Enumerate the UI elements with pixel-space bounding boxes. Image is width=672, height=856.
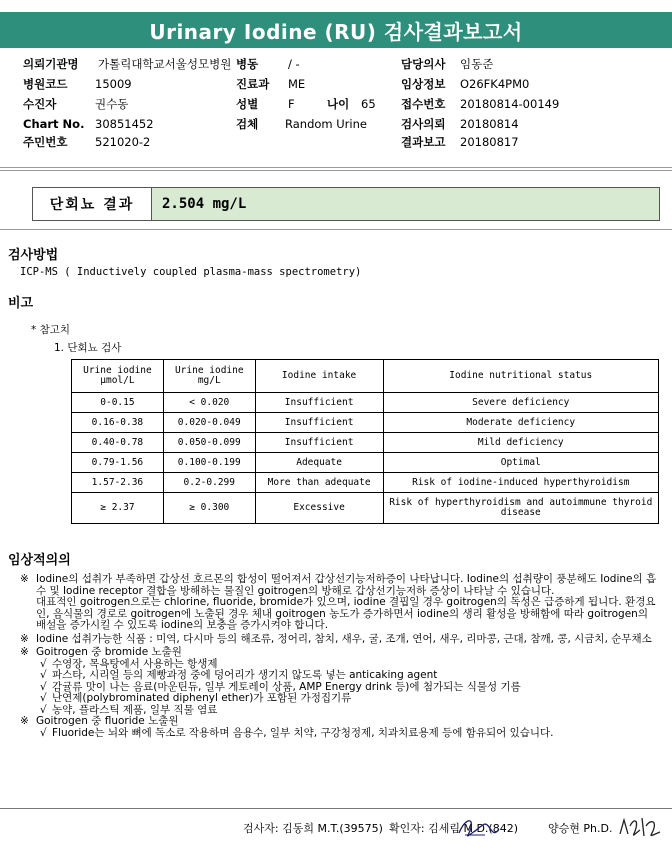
table-cell: Risk of iodine-induced hyperthyroidism <box>383 473 658 493</box>
list-item-text: 감귤류 맛이 나는 음료(마운틴듀, 일부 게토레이 상품, AMP Energy drink 등)에 첨가되는 식물성 기름 <box>52 680 521 693</box>
report-date-value: 20180817 <box>460 135 519 149</box>
department-label: 진료과 <box>236 77 270 91</box>
specimen-label: 검체 <box>236 117 259 131</box>
table-cell: Adequate <box>255 453 383 473</box>
table-cell: 0.050-0.099 <box>163 433 255 453</box>
table-cell: 0.020-0.049 <box>163 413 255 433</box>
reference-mark-icon: ※ <box>20 715 29 727</box>
note-paragraph <box>20 597 660 632</box>
note-text: Goitrogen 중 bromide 노출원 <box>36 646 182 658</box>
note-text: 대표적인 goitrogen으로는 chlorine, fluoride, bromide가 있으며, iodine 결핍일 경우 goitrogen의 독성은 급증하게 됩니다. 환경요인, 음식물의 경로로 goitrogen에 노출된 경우 체내 goitrogen 농도가 증가하면서 iodine의 생리 활성을 방해함에 따라 goitrogen의 배설을 증가시킬 수 있도록 iodine의 보충을 증가시켜야 합니다. <box>36 596 656 631</box>
specimen-value: Random Urine <box>285 117 367 131</box>
table-row <box>72 413 659 433</box>
table-row <box>72 473 659 493</box>
request-date-value: 20180814 <box>460 117 519 131</box>
divider <box>0 167 672 168</box>
table-cell: 0.100-0.199 <box>163 453 255 473</box>
table-cell: Excessive <box>255 493 383 524</box>
clinical-info-value: O26FK4PM0 <box>460 77 530 91</box>
divider <box>0 170 672 171</box>
table-row <box>72 433 659 453</box>
table-cell: Optimal <box>383 453 658 473</box>
table-row <box>72 453 659 473</box>
table-cell: Insufficient <box>255 413 383 433</box>
check-icon: √ <box>40 680 47 693</box>
requesting-org-label: 의뢰기관명 <box>23 57 79 71</box>
reference-subheading: 1. 단회뇨 검사 <box>54 342 122 354</box>
patient-label: 수진자 <box>23 97 57 111</box>
resident-no-label: 주민번호 <box>23 135 68 149</box>
remarks-title: 비고 <box>8 296 34 311</box>
list-item-text: 파스타, 시리얼 등의 제빵과정 중에 덩어리가 생기지 않도록 넣는 anticaking agent <box>52 669 438 681</box>
check-icon: √ <box>40 703 47 716</box>
hospital-code-value: 15009 <box>95 77 132 91</box>
ward-value: / - <box>288 57 300 71</box>
method-text: ICP-MS ( Inductively coupled plasma-mass spectrometry) <box>20 266 362 278</box>
receipt-no-label: 접수번호 <box>401 97 446 111</box>
table-cell: < 0.020 <box>163 393 255 413</box>
clinical-info-label: 임상정보 <box>401 77 446 91</box>
director-signature-icon <box>616 812 664 842</box>
check-icon: √ <box>40 657 47 670</box>
header-cell: Iodine intake <box>255 360 383 393</box>
table-cell: Insufficient <box>255 433 383 453</box>
receipt-no-value: 20180814-00149 <box>460 97 560 111</box>
reference-mark-icon: ※ <box>20 646 29 658</box>
reference-table <box>71 359 659 524</box>
sex-label: 성별 <box>236 97 259 111</box>
clinical-title: 임상적의의 <box>8 553 71 568</box>
chart-no-label: Chart No. <box>23 117 85 131</box>
divider <box>0 808 672 809</box>
list-item-text: 농약, 플라스틱 제품, 일부 직물 염료 <box>52 703 218 716</box>
divider <box>0 229 672 230</box>
check-icon: √ <box>40 692 47 704</box>
age-label: 나이 <box>327 97 350 111</box>
confirmer-signature-icon <box>455 815 501 841</box>
table-row <box>72 493 659 524</box>
reference-heading: * 참고치 <box>31 324 71 336</box>
table-cell: 0.16-0.38 <box>72 413 164 433</box>
attending-doctor-value: 임동준 <box>460 57 494 71</box>
table-cell: 0.2-0.299 <box>163 473 255 493</box>
report-date-label: 결과보고 <box>401 135 446 149</box>
result-value: 2.504 mg/L <box>152 188 659 220</box>
table-row <box>72 393 659 413</box>
table-cell: More than adequate <box>255 473 383 493</box>
reference-mark-icon: ※ <box>20 632 29 645</box>
header-cell: Iodine nutritional status <box>383 360 658 393</box>
table-cell: 0-0.15 <box>72 393 164 413</box>
table-cell: ≥ 2.37 <box>72 493 164 524</box>
clinical-notes <box>20 574 660 739</box>
list-item-text: Fluoride는 뇌와 뼈에 독소로 작용하며 음용수, 일부 치약, 구강청정제, 치과치료용제 등에 함유되어 있습니다. <box>52 726 554 739</box>
note-paragraph <box>20 634 660 646</box>
table-cell: 0.79-1.56 <box>72 453 164 473</box>
table-header-row <box>72 360 659 393</box>
table-cell: ≥ 0.300 <box>163 493 255 524</box>
list-item <box>20 728 660 740</box>
method-title: 검사방법 <box>8 248 59 263</box>
director-signature-line: 양승현 Ph.D. <box>548 822 613 835</box>
sex-value: F <box>288 97 295 111</box>
resident-no-value: 521020-2 <box>95 135 151 149</box>
reference-mark-icon: ※ <box>20 573 29 585</box>
note-text: Iodine의 섭취가 부족하면 갑상선 호르몬의 합성이 떨어져서 갑상선기능저하증이 나타납니다. Iodine의 섭취량이 풍분해도 Iodine의 흡수 및 Iodine receptor 결합을 방해하는 물질인 goitrogen의 방해로 갑상선기능저하 증상이 나타날 수 있습니다. <box>36 573 657 597</box>
report-title: Urinary Iodine (RU) 검사결과보고서 <box>0 12 672 48</box>
header-cell: Urine iodine mg/L <box>163 360 255 393</box>
request-date-label: 검사의뢰 <box>401 117 446 131</box>
note-text: Goitrogen 중 fluoride 노출원 <box>36 715 179 727</box>
table-cell: 1.57-2.36 <box>72 473 164 493</box>
result-box <box>32 187 660 221</box>
check-icon: √ <box>40 669 47 681</box>
requesting-org-value: 가톨릭대학교서울성모병원 <box>98 57 232 71</box>
confirmer-signature-line: 확인자: 김세림 M.D.(842) <box>389 822 518 835</box>
check-icon: √ <box>40 726 47 739</box>
table-cell: Moderate deficiency <box>383 413 658 433</box>
note-paragraph <box>20 574 660 597</box>
ward-label: 병동 <box>236 57 259 71</box>
table-cell: Severe deficiency <box>383 393 658 413</box>
tester-signature-line: 검사자: 김동희 M.T.(39575) <box>243 822 383 835</box>
department-value: ME <box>288 77 306 91</box>
header-cell: Urine iodine μmol/L <box>72 360 164 393</box>
hospital-code-label: 병원코드 <box>23 77 68 91</box>
age-value: 65 <box>361 97 376 111</box>
chart-no-value: 30851452 <box>95 117 154 131</box>
result-label: 단회뇨 결과 <box>33 188 152 220</box>
patient-value: 권수동 <box>95 97 129 111</box>
attending-doctor-label: 담당의사 <box>401 57 446 71</box>
table-cell: 0.40-0.78 <box>72 433 164 453</box>
list-item-text: 수영장, 목욕탕에서 사용하는 항생제 <box>52 657 218 670</box>
note-text: Iodine 섭취가능한 식품 : 미역, 다시마 등의 해조류, 정어리, 참치, 새우, 굴, 조개, 연어, 새우, 리마콩, 근대, 참깨, 콩, 시금치, 순무채소 <box>36 632 652 645</box>
table-cell: Insufficient <box>255 393 383 413</box>
table-cell: Risk of hyperthyroidism and autoimmune thyroid disease <box>383 493 658 524</box>
table-cell: Mild deficiency <box>383 433 658 453</box>
list-item-text: 난연제(polybrominated diphenyl ether)가 포함된 가정집기류 <box>52 692 352 704</box>
